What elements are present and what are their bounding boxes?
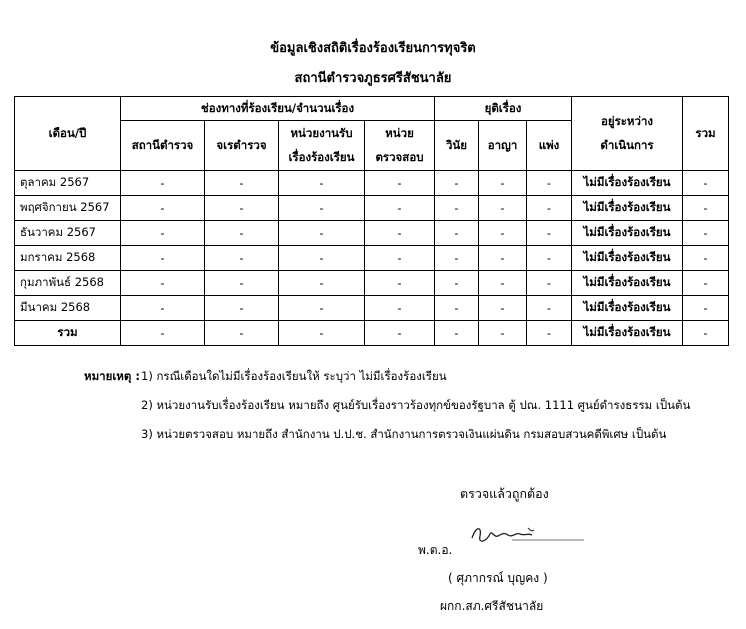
header-in-progress-line1: อยู่ระหว่าง — [600, 113, 654, 128]
month-cell: มีนาคม 2568 — [15, 296, 121, 321]
value-cell: - — [479, 221, 527, 246]
total-cell: - — [683, 196, 729, 221]
header-closed-group: ยุติเรื่อง — [435, 97, 572, 121]
value-cell: - — [435, 196, 479, 221]
value-cell: - — [365, 271, 435, 296]
value-cell: - — [205, 171, 279, 196]
status-cell: ไม่มีเรื่องร้องเรียน — [572, 321, 683, 346]
table-row — [15, 171, 729, 196]
value-cell: - — [279, 246, 365, 271]
header-officer: จเรตำรวจ — [205, 121, 279, 171]
value-cell: - — [279, 271, 365, 296]
value-cell: - — [479, 246, 527, 271]
document-subtitle: สถานีตำรวจภูธรศรีสัชนาลัย — [294, 71, 452, 86]
value-cell: - — [479, 271, 527, 296]
notes-label: หมายเหตุ : — [84, 369, 140, 383]
value-cell: - — [365, 296, 435, 321]
status-cell: ไม่มีเรื่องร้องเรียน — [572, 246, 683, 271]
value-cell: - — [121, 221, 205, 246]
header-in-progress — [572, 97, 683, 171]
header-agency-line1: หน่วยงานรับ — [290, 125, 353, 140]
note-2: 2) หน่วยงานรับเรื่องร้องเรียน หมายถึง ศูนย์รับเรื่องราวร้องทุกข์ของรัฐบาล ตู้ ปณ. 1111 ศูนย์ดำรงธรรม เป็นต้น — [141, 398, 691, 412]
header-audit-line2: ตรวจสอบ — [375, 149, 424, 164]
handwritten-signature — [468, 520, 588, 548]
value-cell: - — [279, 171, 365, 196]
value-cell: - — [279, 196, 365, 221]
header-civil: แพ่ง — [527, 121, 572, 171]
header-criminal: อาญา — [479, 121, 527, 171]
note-1: 1) กรณีเดือนใดไม่มีเรื่องร้องเรียนให้ ระบุว่า ไม่มีเรื่องร้องเรียน — [141, 369, 447, 383]
value-cell: - — [279, 221, 365, 246]
value-cell: - — [121, 246, 205, 271]
header-audit — [365, 121, 435, 171]
header-in-progress-line2: ดำเนินการ — [600, 137, 654, 152]
total-cell: - — [683, 271, 729, 296]
sum-label-cell: รวม — [15, 321, 121, 346]
signer-name: ( ศุภากรณ์ บุญคง ) — [448, 571, 548, 585]
value-cell: - — [365, 321, 435, 346]
header-agency-line2: เรื่องร้องเรียน — [288, 149, 355, 164]
table-sum-row — [15, 321, 729, 346]
month-cell: ตุลาคม 2567 — [15, 171, 121, 196]
status-cell: ไม่มีเรื่องร้องเรียน — [572, 221, 683, 246]
verified-text: ตรวจแล้วถูกต้อง — [460, 486, 549, 501]
status-cell: ไม่มีเรื่องร้องเรียน — [572, 296, 683, 321]
total-cell: - — [683, 221, 729, 246]
value-cell: - — [479, 171, 527, 196]
value-cell: - — [279, 321, 365, 346]
document-title: ข้อมูลเชิงสถิติเรื่องร้องเรียนการทุจริต — [270, 41, 476, 56]
month-cell: มกราคม 2568 — [15, 246, 121, 271]
value-cell: - — [479, 196, 527, 221]
value-cell: - — [279, 296, 365, 321]
status-cell: ไม่มีเรื่องร้องเรียน — [572, 271, 683, 296]
header-station: สถานีตำรวจ — [121, 121, 205, 171]
value-cell: - — [527, 171, 572, 196]
value-cell: - — [121, 321, 205, 346]
header-audit-line1: หน่วย — [385, 125, 414, 140]
value-cell: - — [205, 221, 279, 246]
value-cell: - — [205, 246, 279, 271]
month-cell: ธันวาคม 2567 — [15, 221, 121, 246]
value-cell: - — [527, 221, 572, 246]
value-cell: - — [121, 171, 205, 196]
value-cell: - — [205, 296, 279, 321]
table-row — [15, 196, 729, 221]
value-cell: - — [435, 221, 479, 246]
value-cell: - — [479, 296, 527, 321]
month-cell: พฤศจิกายน 2567 — [15, 196, 121, 221]
table-row — [15, 296, 729, 321]
table-row — [15, 221, 729, 246]
total-cell: - — [683, 321, 729, 346]
header-month: เดือน/ปี — [15, 97, 121, 171]
value-cell: - — [205, 196, 279, 221]
signer-rank: พ.ต.อ. — [418, 543, 453, 557]
value-cell: - — [435, 171, 479, 196]
value-cell: - — [435, 271, 479, 296]
value-cell: - — [435, 296, 479, 321]
value-cell: - — [527, 246, 572, 271]
header-discipline: วินัย — [435, 121, 479, 171]
table-row — [15, 271, 729, 296]
value-cell: - — [479, 321, 527, 346]
value-cell: - — [121, 196, 205, 221]
signer-position: ผกก.สภ.ศรีสัชนาลัย — [440, 599, 544, 613]
value-cell: - — [365, 196, 435, 221]
note-3: 3) หน่วยตรวจสอบ หมายถึง สำนักงาน ป.ป.ช. สำนักงานการตรวจเงินแผ่นดิน กรมสอบสวนคดีพิเศษ เป็นต้น — [141, 427, 667, 441]
table-row — [15, 246, 729, 271]
value-cell: - — [435, 246, 479, 271]
status-cell: ไม่มีเรื่องร้องเรียน — [572, 171, 683, 196]
value-cell: - — [527, 296, 572, 321]
total-cell: - — [683, 296, 729, 321]
value-cell: - — [365, 221, 435, 246]
header-channels-group: ช่องทางที่ร้องเรียน/จำนวนเรื่อง — [121, 97, 435, 121]
value-cell: - — [527, 271, 572, 296]
value-cell: - — [205, 321, 279, 346]
value-cell: - — [121, 296, 205, 321]
value-cell: - — [205, 271, 279, 296]
status-cell: ไม่มีเรื่องร้องเรียน — [572, 196, 683, 221]
value-cell: - — [121, 271, 205, 296]
header-agency — [279, 121, 365, 171]
header-total: รวม — [683, 97, 729, 171]
value-cell: - — [435, 321, 479, 346]
total-cell: - — [683, 246, 729, 271]
month-cell: กุมภาพันธ์ 2568 — [15, 271, 121, 296]
total-cell: - — [683, 171, 729, 196]
value-cell: - — [527, 196, 572, 221]
value-cell: - — [365, 246, 435, 271]
value-cell: - — [527, 321, 572, 346]
value-cell: - — [365, 171, 435, 196]
complaint-statistics-table — [14, 96, 729, 346]
